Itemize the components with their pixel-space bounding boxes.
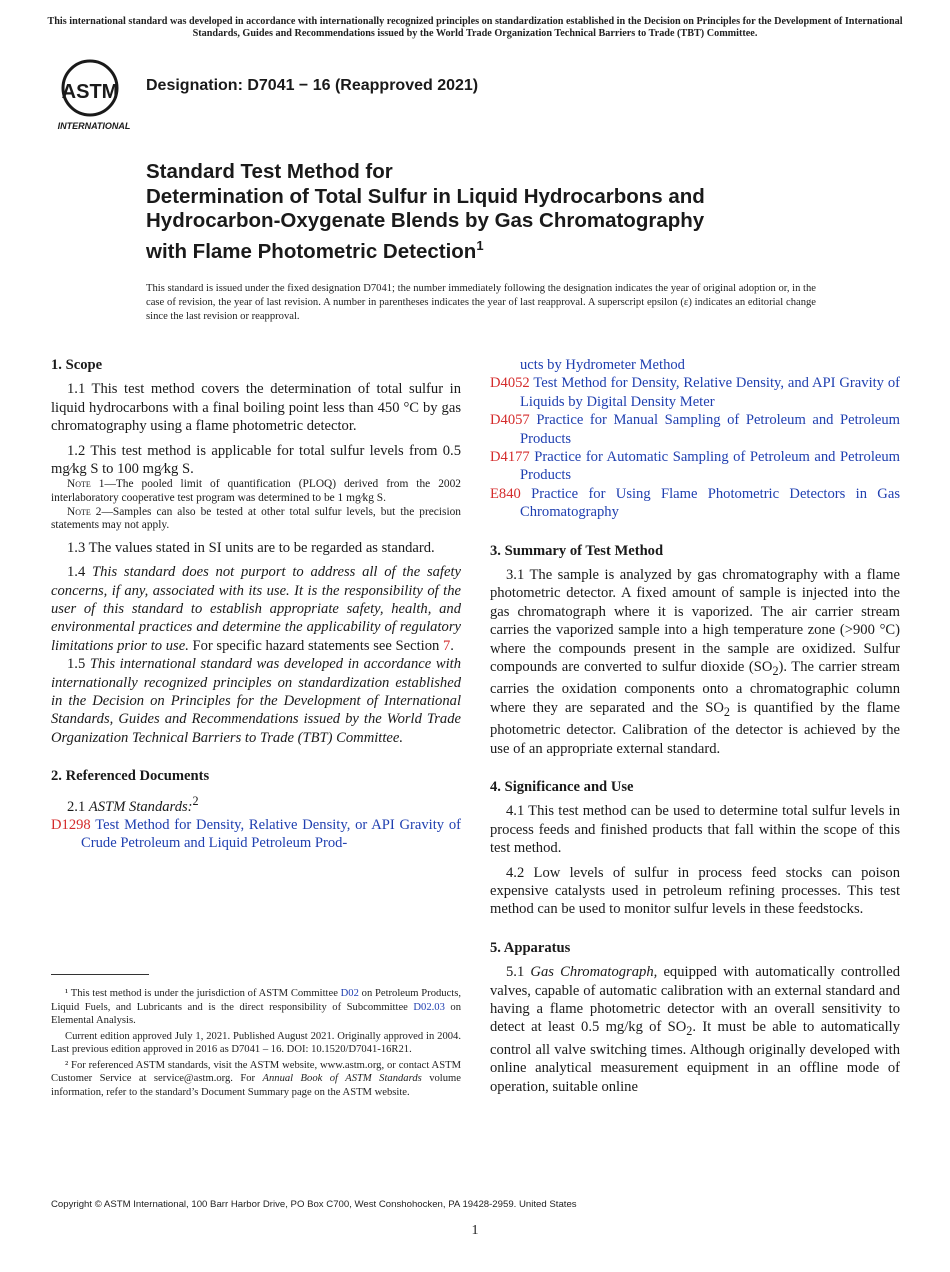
para-2-1 [51, 792, 461, 816]
document-title [146, 160, 886, 264]
footnote-2 [51, 1059, 461, 1100]
para-2-1-num: 2.1 [67, 798, 89, 815]
para-1-4-end: . [450, 637, 454, 654]
title-line-4 [146, 234, 886, 264]
footnote-2-mark[interactable]: 2 [192, 793, 199, 808]
section-heading-scope: 1. Scope [51, 357, 103, 373]
section-heading-significance: 4. Significance and Use [490, 778, 634, 795]
ref-code[interactable]: D4052 [490, 375, 530, 392]
ref-title[interactable]: Practice for Automatic Sampling of Petroleum and Petroleum Products [520, 449, 900, 484]
para-5-1 [490, 963, 900, 1096]
reference-d4052[interactable] [490, 374, 900, 411]
para-3-1-a: 3.1 The sample is analyzed by gas chromatography with a flame photometric detector. A fixed amount of sample is injected into the gas chromatograph where it is vaporized. The air carrier stream carries the vaporized sample into a high temperature zone (>900 °C) where the compounds present in the sample are oxidized. Sulfur compounds are converted to sulfur dioxide (SO [490, 567, 900, 676]
section-heading-summary: 3. Summary of Test Method [490, 542, 664, 559]
logo-text: ASTM [61, 81, 119, 103]
title-line-1: Standard Test Method for [146, 160, 393, 183]
para-1-5 [51, 655, 461, 747]
ref-title[interactable]: Test Method for Density, Relative Density, or API Gravity of Crude Petroleum and Liquid Petroleum Prod- [81, 816, 461, 852]
subcommittee-d02-03-link[interactable]: D02.03 [413, 1001, 445, 1013]
ref-code[interactable]: E840 [490, 485, 521, 502]
note-2 [51, 506, 461, 533]
para-5-1-italic: Gas Chromatograph, [530, 964, 658, 981]
right-column [490, 356, 900, 1096]
subscript: 2 [686, 1024, 693, 1039]
para-5-1-num: 5.1 [506, 964, 531, 981]
logo-subtext: INTERNATIONAL [57, 121, 131, 131]
para-3-1 [490, 566, 900, 758]
reference-d1298-cont[interactable] [490, 356, 900, 374]
ref-title[interactable]: Practice for Using Flame Photometric Detectors in Gas Chromatography [520, 485, 900, 521]
note-1-label: Note [67, 478, 91, 491]
title-line-3: Hydrocarbon-Oxygenate Blends by Gas Chromatography [146, 209, 705, 232]
ref-code[interactable]: D4177 [490, 449, 530, 466]
para-5-1-b: . It must be able to automatically control all valve switching times. Although originally developed with online analytical measurement equipment in an offline mode of operation, suitable online [490, 1019, 900, 1095]
para-1-4-num: 1.4 [67, 564, 93, 581]
reference-d1298[interactable] [51, 816, 461, 853]
astm-logo-icon [52, 58, 136, 132]
para-1-5-num: 1.5 [67, 656, 90, 673]
para-3-1-c: is quantified by the flame photometric detector. Calibration of the detector is achieved by the use of an appropriate external standard. [490, 699, 900, 757]
para-4-1: 4.1 This test method can be used to determine total sulfur levels in process feeds and finished products that fall within the scope of this test method. [490, 803, 900, 857]
para-2-1-italic: ASTM Standards: [88, 798, 193, 815]
committee-d02-link[interactable]: D02 [340, 988, 359, 999]
issued-note: This standard is issued under the fixed designation D7041; the number immediately following the designation indicates the year of original adoption or, in the case of revision, the year of last revision. A number in parentheses indicates the year of last reapproval. A superscript epsilon (ε) indicates an editorial change since the last revision or reapproval. [146, 283, 816, 322]
para-1-4-italic: This standard does not purport to address all of the safety concerns, if any, associated with its use. It is the responsibility of the user of this standard to establish appropriate safety, health, and environmental practices and determine the applicability of regulatory limitations prior to use. [51, 564, 461, 654]
para-1-4-tail: For specific hazard statements see Section [188, 637, 443, 654]
para-3-1-b: ). The carrier stream carries the oxidation components onto a chromatographic column where they are separated and the SO [490, 659, 900, 716]
para-1-5-italic: This international standard was developed in accordance with internationally recognized principles on standardization established in the Decision on Principles for the Development of International Standards, Guides and Recommendations issued by the World Trade Organization Technical Barriers to Trade (TBT) Committee. [51, 656, 462, 746]
footnote-1 [51, 987, 461, 1028]
ref-code[interactable]: D1298 [51, 816, 91, 833]
para-4-2: 4.2 Low levels of sulfur in process feed stocks can poison expensive catalysts used in petroleum refining processes. This test method can be used to monitor sulfur levels in these feedstocks. [490, 864, 900, 918]
footnote-2-b: volume information, refer to the standard’s Document Summary page on the ASTM website. [51, 1073, 461, 1098]
reference-d4177[interactable] [490, 448, 900, 485]
note-2-text: 2—Samples can also be tested at other total sulfur levels, but the precision statements may not apply. [51, 505, 461, 532]
para-1-4 [51, 563, 461, 655]
section-7-link[interactable]: 7 [442, 637, 451, 654]
ref-title[interactable]: ucts by Hydrometer Method [520, 357, 685, 373]
title-line-2: Determination of Total Sulfur in Liquid Hydrocarbons and [146, 184, 705, 208]
note-1 [51, 478, 461, 505]
footnote-1-b: on Petroleum Products, Liquid Fuels, and Lubricants and is the direct responsibility of Subcommittee [51, 988, 462, 1013]
footnote-2-a: ² For referenced ASTM standards, visit the ASTM website, www.astm.org, or contact ASTM Customer Service at service@astm.org. For [51, 1059, 461, 1084]
note-1-text: 1—The pooled limit of quantification (PLOQ) derived from the 2002 interlaboratory cooperative test program was determined to be 1 mg⁄kg S. [51, 478, 461, 505]
title-footnote-mark[interactable]: 1 [476, 237, 484, 253]
ref-title[interactable]: Practice for Manual Sampling of Petroleum and Petroleum Products [520, 412, 900, 447]
footnote-divider [51, 974, 149, 975]
left-column [51, 356, 461, 853]
top-notice: This international standard was developed in accordance with internationally recognized principles on standardization established in the Decision on Principles for the Development of International Standards, Guides and Recommendations issued by the World Trade Organization Technical Barriers to Trade (TBT) Committee. [47, 16, 903, 39]
designation: Designation: D7041 − 16 (Reapproved 2021) [146, 77, 479, 94]
note-2-label: Note [67, 505, 91, 518]
para-1-1: 1.1 This test method covers the determination of total sulfur in liquid hydrocarbons with a final boiling point less than 450 °C by gas chromatography using a flame photometric detector. [51, 381, 461, 435]
footnote-1-a: ¹ This test method is under the jurisdiction of ASTM Committee [65, 988, 341, 999]
subscript: 2 [772, 664, 779, 678]
section-heading-referenced: 2. Referenced Documents [51, 768, 210, 785]
footnotes [51, 987, 461, 1101]
footnote-1-edition: Current edition approved July 1, 2021. Published August 2021. Originally approved in 2004. Last previous edition approved in 2016 as D7041 – 16. DOI: 10.1520/D7041-16R21. [51, 1030, 461, 1055]
ref-title[interactable]: Test Method for Density, Relative Density, and API Gravity of Liquids by Digital Density Meter [520, 375, 900, 410]
reference-e840[interactable] [490, 485, 900, 522]
footnote-2-italic: Annual Book of ASTM Standards [262, 1073, 422, 1084]
title-line-4-text: with Flame Photometric Detection [146, 239, 477, 263]
subscript: 2 [723, 704, 730, 719]
copyright-line: Copyright © ASTM International, 100 Barr Harbor Drive, PO Box C700, West Conshohocken, PA 19428-2959. United States [51, 1199, 577, 1210]
section-heading-apparatus: 5. Apparatus [490, 939, 571, 956]
ref-code[interactable]: D4057 [490, 412, 530, 429]
footnote-1-c: on Elemental Analysis. [51, 1001, 461, 1026]
para-5-1-a: equipped with automatically controlled valves, capable of automatic calibration with an external standard and having a flame photometric detector with an overall sensitivity to detect at least 0.5 mg/kg of SO [490, 964, 900, 1036]
para-1-3: 1.3 The values stated in SI units are to be regarded as standard. [67, 539, 435, 556]
page-number: 1 [471, 1223, 479, 1238]
reference-d4057[interactable] [490, 411, 900, 448]
para-1-2: 1.2 This test method is applicable for total sulfur levels from 0.5 mg⁄kg S to 100 mg⁄kg S. [51, 442, 461, 478]
